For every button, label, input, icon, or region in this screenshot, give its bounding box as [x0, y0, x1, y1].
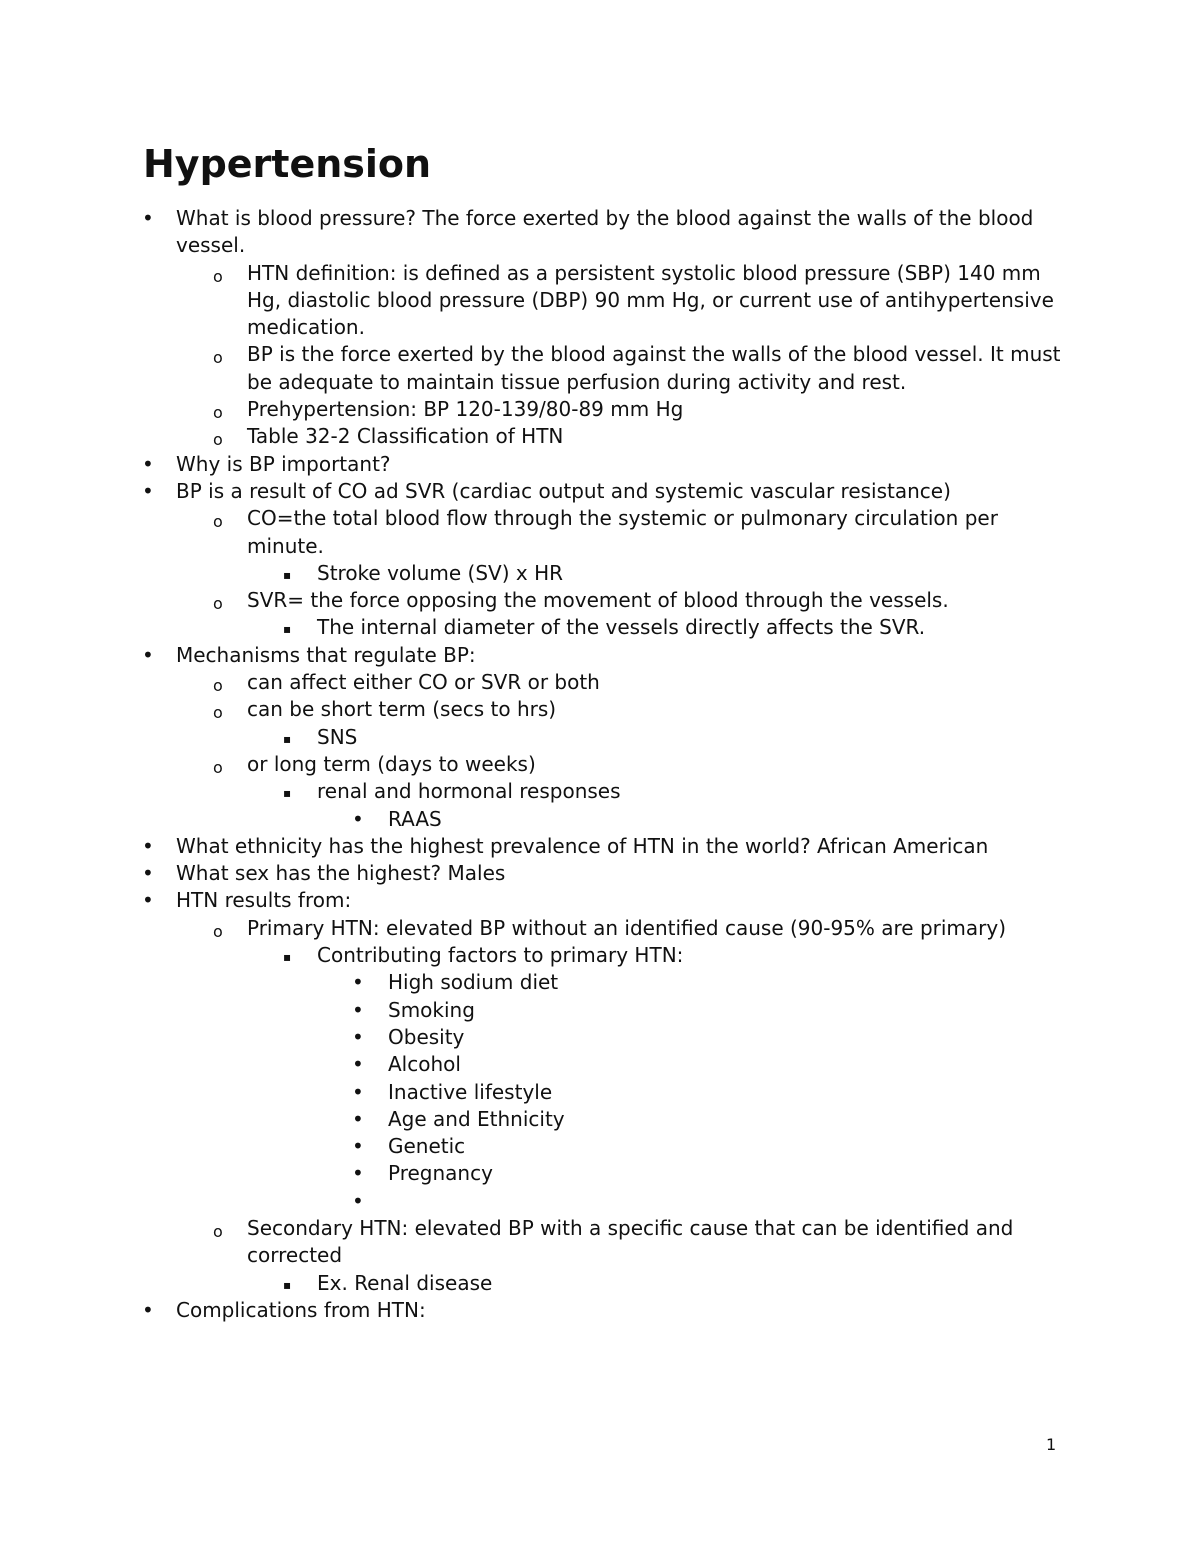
list-item-text: What sex has the highest? Males — [176, 861, 506, 886]
list-item — [352, 997, 1068, 1024]
outline-list — [0, 205, 1200, 1324]
list-item-text: or long term (days to weeks) — [247, 751, 536, 776]
square-marker: ▪ — [283, 786, 292, 801]
circle-marker: o — [213, 512, 223, 532]
list-item — [213, 696, 1067, 723]
list-item-text: Complications from HTN: — [176, 1297, 426, 1322]
circle-marker: o — [213, 430, 223, 450]
list-item-text: Alcohol — [388, 1052, 461, 1077]
bullet-marker: • — [142, 888, 154, 913]
list-item — [283, 724, 1067, 751]
circle-marker: o — [213, 348, 223, 368]
bullet-marker: • — [142, 833, 154, 858]
list-item — [142, 478, 1066, 505]
bullet-marker: • — [352, 1161, 364, 1186]
list-item — [352, 1188, 1068, 1215]
list-item-text: BP is the force exerted by the blood against the walls of the blood vessel. It must be adequate to maintain tissue perfusion during activity and rest. — [247, 342, 1061, 394]
list-item-text: Contributing factors to primary HTN: — [317, 943, 684, 968]
list-item — [352, 1133, 1068, 1160]
list-item — [142, 1297, 1066, 1324]
square-marker: ▪ — [283, 622, 292, 637]
bullet-marker: • — [142, 206, 154, 230]
circle-marker: o — [213, 757, 223, 777]
list-item — [213, 1215, 1067, 1270]
list-item-text: Stroke volume (SV) x HR — [317, 560, 564, 585]
circle-marker: o — [213, 921, 223, 941]
list-item-text: BP is a result of CO ad SVR (cardiac output and systemic vascular resistance) — [176, 478, 951, 503]
bullet-marker: • — [352, 970, 364, 995]
list-item — [213, 423, 1067, 450]
list-item — [352, 1051, 1068, 1078]
list-item — [283, 1270, 1067, 1297]
list-item — [142, 833, 1066, 860]
square-marker: ▪ — [283, 731, 292, 746]
square-marker: ▪ — [283, 1277, 292, 1292]
list-item — [352, 1024, 1068, 1051]
list-item-text: Pregnancy — [388, 1161, 493, 1186]
bullet-marker: • — [142, 451, 154, 476]
list-item-text: Prehypertension: BP 120-139/80-89 mm Hg — [247, 397, 684, 422]
list-item-text: renal and hormonal responses — [317, 779, 621, 804]
list-item — [213, 669, 1067, 696]
list-item — [213, 751, 1067, 778]
circle-marker: o — [213, 1221, 223, 1241]
list-item — [213, 396, 1067, 423]
list-item — [142, 451, 1066, 478]
list-item-text: RAAS — [388, 806, 442, 831]
list-item-text: What is blood pressure? The force exerted by the blood against the walls of the blood vessel. — [176, 206, 1034, 258]
list-item — [142, 642, 1066, 669]
list-item-text: High sodium diet — [388, 970, 559, 995]
list-item — [142, 887, 1066, 914]
list-item-text: Obesity — [388, 1024, 465, 1049]
list-item-text: Age and Ethnicity — [388, 1106, 565, 1131]
list-item — [142, 205, 1066, 260]
list-item-text — [388, 1188, 1068, 1215]
list-item-text: HTN results from: — [176, 888, 352, 913]
list-item-text: Smoking — [388, 997, 475, 1022]
list-item — [213, 915, 1067, 942]
bullet-marker: • — [352, 997, 364, 1022]
list-item-text: Inactive lifestyle — [388, 1079, 553, 1104]
circle-marker: o — [213, 403, 223, 423]
list-item-text: The internal diameter of the vessels directly affects the SVR. — [317, 615, 926, 640]
list-item — [213, 587, 1067, 614]
bullet-marker: • — [352, 1188, 364, 1213]
bullet-marker: • — [142, 478, 154, 503]
bullet-marker: • — [352, 1134, 364, 1159]
list-item — [352, 1160, 1068, 1187]
bullet-marker: • — [142, 642, 154, 667]
list-item — [213, 260, 1067, 342]
list-item-text: CO=the total blood flow through the systemic or pulmonary circulation per minute. — [247, 506, 998, 558]
square-marker: ▪ — [283, 950, 292, 965]
list-item — [283, 942, 1067, 969]
bullet-marker: • — [352, 1052, 364, 1077]
list-item-text: can be short term (secs to hrs) — [247, 697, 557, 722]
list-item-text: Primary HTN: elevated BP without an identified cause (90-95% are primary) — [247, 915, 1007, 940]
page-number: 1 — [1046, 1435, 1057, 1454]
square-marker: ▪ — [283, 567, 292, 582]
list-item — [283, 778, 1067, 805]
list-item-text: Genetic — [388, 1134, 466, 1159]
bullet-marker: • — [142, 1297, 154, 1322]
list-item — [352, 806, 1068, 833]
circle-marker: o — [213, 266, 223, 286]
list-item — [283, 560, 1067, 587]
circle-marker: o — [213, 676, 223, 696]
bullet-marker: • — [142, 861, 154, 886]
list-item — [352, 969, 1068, 996]
list-item-text: Ex. Renal disease — [317, 1270, 493, 1295]
circle-marker: o — [213, 703, 223, 723]
list-item — [352, 1079, 1068, 1106]
list-item-text: SVR= the force opposing the movement of blood through the vessels. — [247, 588, 949, 613]
list-item-text: Mechanisms that regulate BP: — [176, 642, 476, 667]
bullet-marker: • — [352, 1106, 364, 1131]
page-title: Hypertension — [143, 142, 432, 186]
list-item-text: HTN definition: is defined as a persistent systolic blood pressure (SBP) 140 mm Hg, diastolic blood pressure (DBP) 90 mm Hg, or current use of antihypertensive medication. — [247, 260, 1054, 340]
list-item — [352, 1106, 1068, 1133]
list-item-text: can affect either CO or SVR or both — [247, 670, 600, 695]
list-item-text: What ethnicity has the highest prevalence of HTN in the world? African American — [176, 833, 989, 858]
list-item — [213, 505, 1067, 560]
bullet-marker: • — [352, 806, 364, 831]
list-item-text: Secondary HTN: elevated BP with a specific cause that can be identified and corrected — [247, 1215, 1014, 1268]
bullet-marker: • — [352, 1024, 364, 1049]
circle-marker: o — [213, 594, 223, 614]
list-item — [142, 860, 1066, 887]
list-item-text: Why is BP important? — [176, 451, 391, 476]
bullet-marker: • — [352, 1079, 364, 1104]
list-item — [213, 341, 1067, 396]
list-item-text: Table 32-2 Classification of HTN — [247, 424, 564, 449]
list-item — [283, 614, 1067, 641]
list-item-text: SNS — [317, 724, 358, 749]
